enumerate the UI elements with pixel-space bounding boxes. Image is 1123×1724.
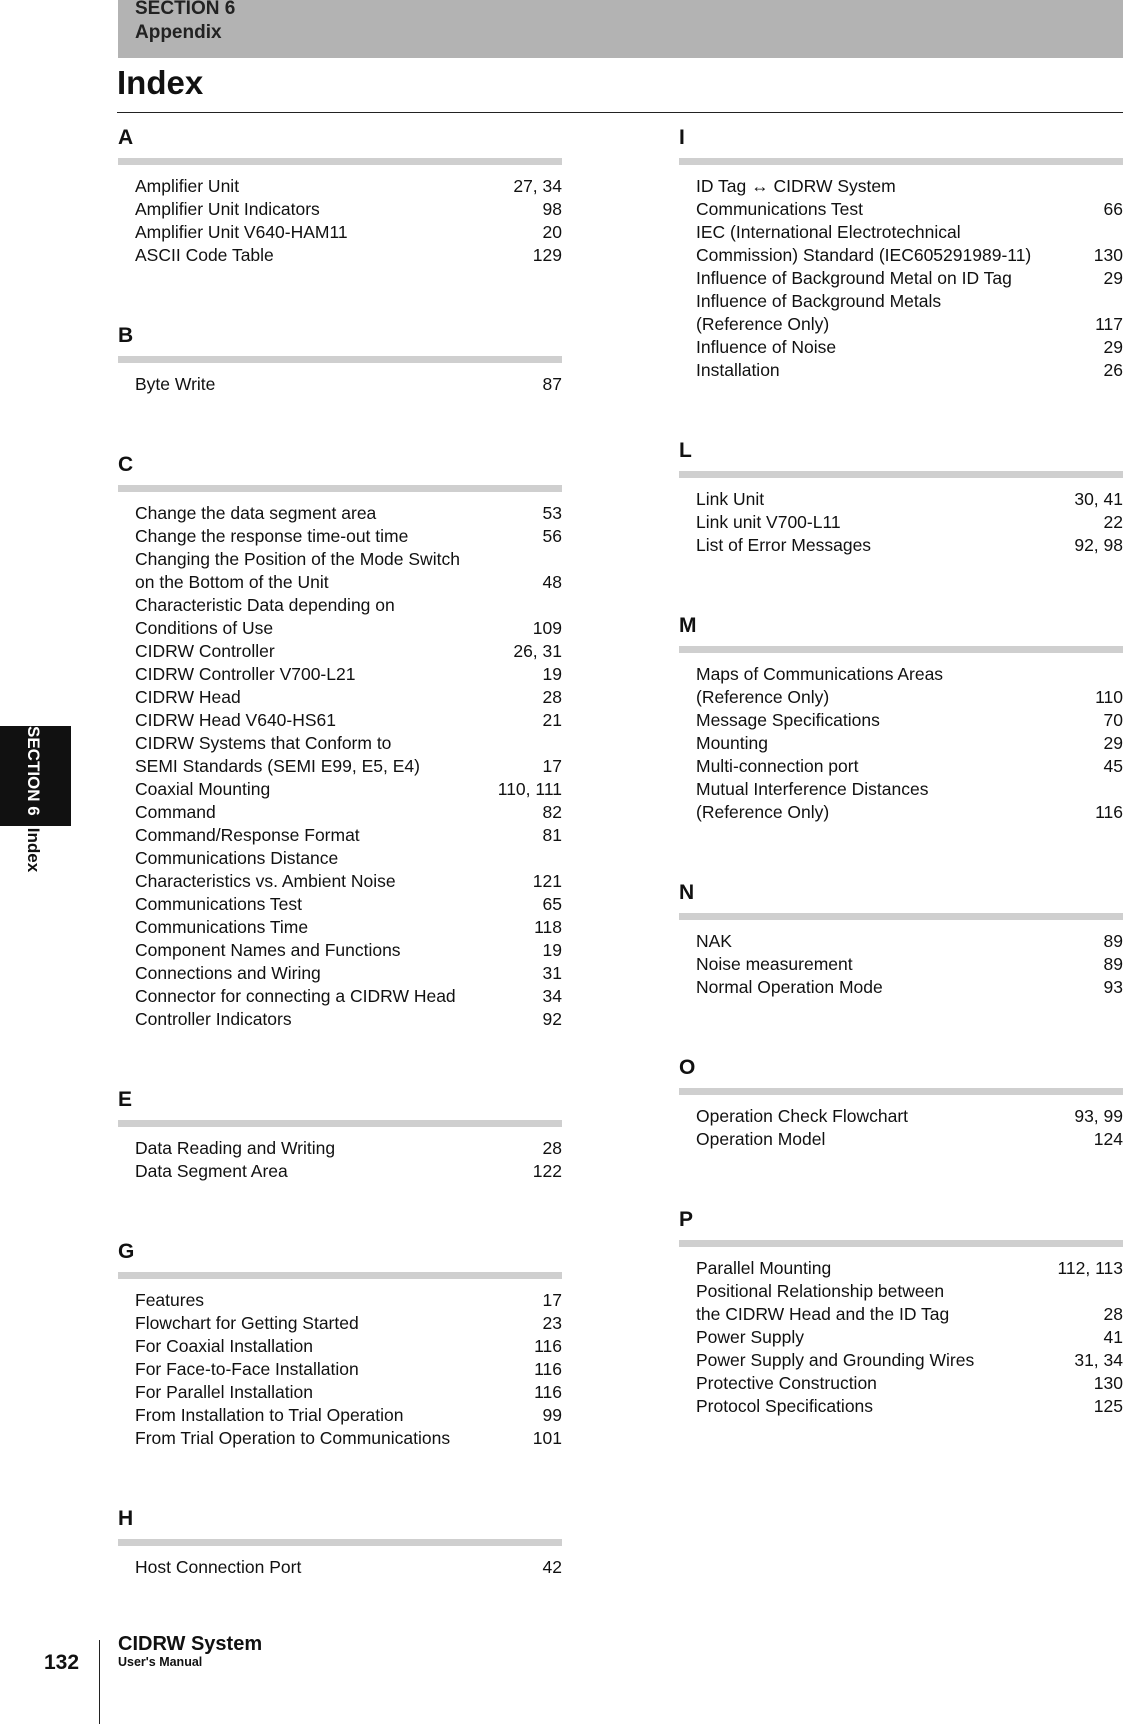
index-page-ref: 29 [1103,733,1123,753]
footer-subtitle: User's Manual [118,1655,203,1669]
index-page-ref: 125 [1093,1396,1123,1416]
section-header-bar [118,0,1123,58]
index-entry [118,686,562,709]
letter-divider-bar [679,913,1123,920]
index-entry [679,755,1123,778]
index-page-ref: 19 [542,940,562,960]
index-page-ref: 30, 41 [1074,489,1123,509]
index-term: CIDRW Controller [135,641,275,661]
index-page-ref: 122 [532,1161,562,1181]
letter-divider-bar [118,1539,562,1546]
letter-divider-bar [679,646,1123,653]
index-page-ref: 116 [534,1336,562,1356]
index-term: Communications Distance Characteristics vs. Ambient Noise [135,848,396,891]
index-letter: E [118,1088,133,1111]
index-page-ref: 20 [542,222,562,242]
index-term: Normal Operation Mode [696,977,883,997]
index-term: From Installation to Trial Operation [135,1405,404,1425]
index-page-ref: 41 [1103,1327,1123,1347]
index-entry [679,953,1123,976]
index-term: CIDRW Controller V700-L21 [135,664,356,684]
index-term: Amplifier Unit [135,176,240,196]
index-entry [679,709,1123,732]
index-page-ref: 99 [542,1405,562,1425]
index-entry [118,916,562,939]
index-page-ref: 110 [1095,687,1123,707]
index-section-c [118,445,562,1031]
index-entry [679,175,1123,221]
index-letter: L [679,439,692,462]
index-entry [679,290,1123,336]
index-term: Power Supply [696,1327,804,1347]
index-term: Installation [696,360,780,380]
index-term: Protective Construction [696,1373,877,1393]
index-entry [118,1008,562,1031]
index-page-ref: 89 [1103,931,1123,951]
index-page-ref: 53 [542,503,562,523]
index-entry [679,1257,1123,1280]
index-page-ref: 34 [542,986,562,1006]
index-term: Parallel Mounting [696,1258,832,1278]
index-entry [118,893,562,916]
index-term: IEC (International Electrotechnical Commission) Standard (IEC605291989-11) [696,222,1032,265]
index-page-ref: 109 [532,618,562,638]
index-entry [679,732,1123,755]
index-page-ref: 112, 113 [1057,1258,1123,1278]
letter-divider-bar [679,1088,1123,1095]
letter-divider-bar [118,158,562,165]
index-page-ref: 129 [532,245,562,265]
index-term: Characteristic Data depending on Conditions of Use [135,595,395,638]
index-section-o [679,1048,1123,1151]
index-term: Flowchart for Getting Started [135,1313,359,1333]
index-entry [679,267,1123,290]
index-page-ref: 29 [1103,268,1123,288]
index-entry [118,939,562,962]
index-page-ref: 28 [542,687,562,707]
index-letter: P [679,1208,694,1231]
index-entry [118,778,562,801]
index-page-ref: 42 [542,1557,562,1577]
index-term: Mounting [696,733,768,753]
index-term: Influence of Noise [696,337,837,357]
index-section-b [118,316,562,396]
index-page-ref: 28 [542,1138,562,1158]
index-section-g [118,1232,562,1450]
index-page-ref: 82 [542,802,562,822]
index-term: Amplifier Unit Indicators [135,199,320,219]
index-page-ref: 26 [1103,360,1123,380]
index-term: Power Supply and Grounding Wires [696,1350,975,1370]
index-entry [118,1312,562,1335]
letter-divider-bar [118,1120,562,1127]
index-term: Features [135,1290,205,1310]
index-page-ref: 92 [542,1009,562,1029]
index-letter: H [118,1507,134,1530]
index-letter: B [118,324,134,347]
index-letter: G [118,1240,135,1263]
index-section-m [679,606,1123,824]
index-section-p [679,1200,1123,1418]
letter-divider-bar [118,356,562,363]
index-entry [679,1349,1123,1372]
index-page-ref: 116 [534,1382,562,1402]
side-tab-label [23,726,43,872]
index-entry [118,1289,562,1312]
index-term: Connector for connecting a CIDRW Head [135,986,456,1006]
index-entry [679,1105,1123,1128]
index-section-a [118,118,562,267]
index-page-ref: 48 [542,572,562,592]
index-entry [118,594,562,640]
letter-divider-bar [118,485,562,492]
index-entry [118,1427,562,1450]
index-page-ref: 70 [1103,710,1123,730]
index-term: Multi-connection port [696,756,859,776]
index-section-h [118,1499,562,1579]
index-entry [118,1404,562,1427]
index-page-ref: 117 [1095,314,1123,334]
index-page-ref: 56 [542,526,562,546]
index-letter: N [679,881,695,904]
section-label: SECTION 6 [135,0,236,19]
index-term: CIDRW Systems that Conform to SEMI Standards (SEMI E99, E5, E4) [135,733,420,776]
index-term: CIDRW Head V640-HS61 [135,710,337,730]
index-page-ref: 22 [1103,512,1123,532]
index-entry [679,663,1123,709]
index-entry [679,778,1123,824]
footer-divider [99,1640,100,1724]
index-term: Data Reading and Writing [135,1138,336,1158]
letter-divider-bar [679,471,1123,478]
index-page-ref: 81 [542,825,562,845]
index-page-ref: 124 [1093,1129,1123,1149]
side-tab-section: SECTION 6 [24,726,43,816]
index-section-n [679,873,1123,999]
index-entry [679,976,1123,999]
index-entry [679,1128,1123,1151]
index-letter: O [679,1056,696,1079]
index-page-ref: 89 [1103,954,1123,974]
index-term: Mutual Interference Distances (Reference Only) [696,779,929,822]
index-page-ref: 66 [1103,199,1123,219]
index-term: Byte Write [135,374,216,394]
letter-divider-bar [679,158,1123,165]
index-entry [118,198,562,221]
title-divider [117,112,1123,113]
index-entry [118,502,562,525]
index-entry [118,824,562,847]
index-entry [118,525,562,548]
index-page-ref: 116 [534,1359,562,1379]
index-page-ref: 31, 34 [1074,1350,1123,1370]
index-entry [118,373,562,396]
index-page-ref: 29 [1103,337,1123,357]
index-entry [118,962,562,985]
index-entry [679,1280,1123,1326]
index-page-ref: 93 [1103,977,1123,997]
index-term: Data Segment Area [135,1161,288,1181]
index-term: ASCII Code Table [135,245,274,265]
index-page-ref: 130 [1093,245,1123,265]
index-term: Link Unit [696,489,765,509]
index-page-ref: 110, 111 [497,779,562,799]
index-page-ref: 116 [1095,802,1123,822]
section-subtitle: Appendix [135,22,222,43]
index-entry [118,1335,562,1358]
index-entry [679,359,1123,382]
index-entry [679,511,1123,534]
index-page-ref: 87 [542,374,562,394]
index-entry [679,930,1123,953]
index-letter: C [118,453,134,476]
index-term: Change the data segment area [135,503,377,523]
index-entry [679,1326,1123,1349]
index-entry [679,336,1123,359]
index-entry [679,534,1123,557]
index-term: For Coaxial Installation [135,1336,313,1356]
index-term: Positional Relationship between the CIDRW Head and the ID Tag [696,1281,950,1324]
index-entry [679,488,1123,511]
index-term: For Parallel Installation [135,1382,313,1402]
index-page-ref: 101 [532,1428,562,1448]
index-entry [679,1395,1123,1418]
index-entry [118,847,562,893]
index-page-ref: 26, 31 [513,641,562,661]
index-letter: M [679,614,697,637]
index-term: Component Names and Functions [135,940,401,960]
index-section-e [118,1080,562,1183]
index-page-ref: 92, 98 [1074,535,1123,555]
index-entry [118,1137,562,1160]
index-term: Amplifier Unit V640-HAM11 [135,222,348,242]
index-page-ref: 45 [1103,756,1123,776]
index-term: Host Connection Port [135,1557,302,1577]
letter-divider-bar [118,1272,562,1279]
index-entry [679,221,1123,267]
footer-title: CIDRW System [118,1633,263,1655]
index-term: For Face-to-Face Installation [135,1359,359,1379]
index-entry [118,175,562,198]
index-term: Coaxial Mounting [135,779,271,799]
index-term: Maps of Communications Areas (Reference Only) [696,664,944,707]
index-page-ref: 121 [532,871,562,891]
index-letter: A [118,126,134,149]
index-section-i [679,118,1123,382]
letter-divider-bar [679,1240,1123,1247]
index-entry [118,801,562,824]
index-page-ref: 17 [542,1290,562,1310]
index-entry [118,663,562,686]
index-term: Operation Check Flowchart [696,1106,909,1126]
index-term: From Trial Operation to Communications [135,1428,451,1448]
index-page-ref: 27, 34 [513,176,562,196]
index-entry [118,244,562,267]
side-tab-index: Index [24,827,43,873]
index-entry [118,985,562,1008]
index-page-ref: 65 [542,894,562,914]
index-page-ref: 98 [542,199,562,219]
index-term: Communications Time [135,917,309,937]
index-page-ref: 28 [1103,1304,1123,1324]
index-entry [679,1372,1123,1395]
index-term: Operation Model [696,1129,826,1149]
index-page-ref: 31 [542,963,562,983]
index-column-right [679,124,1123,1418]
index-page-ref: 93, 99 [1074,1106,1123,1126]
index-letter: I [679,126,685,149]
index-term: Influence of Background Metal on ID Tag [696,268,1012,288]
index-entry [118,732,562,778]
index-entry [118,1358,562,1381]
page-number: 132 [44,1651,80,1674]
index-entry [118,1381,562,1404]
index-term: ID Tag ↔ CIDRW System Communications Test [696,176,896,219]
index-page-ref: 19 [542,664,562,684]
index-page-ref: 21 [542,710,562,730]
index-term: Link unit V700-L11 [696,512,841,532]
index-term: Influence of Background Metals (Reference Only) [696,291,942,334]
index-term: Message Specifications [696,710,880,730]
index-term: Noise measurement [696,954,853,974]
index-column-left [118,124,562,1579]
index-term: Changing the Position of the Mode Switch on the Bottom of the Unit [135,549,460,592]
index-entry [118,1556,562,1579]
index-term: Protocol Specifications [696,1396,874,1416]
index-term: Command [135,802,216,822]
index-page-ref: 17 [542,756,562,776]
index-term: Controller Indicators [135,1009,292,1029]
index-entry [118,709,562,732]
index-term: Command/Response Format [135,825,360,845]
index-term: Connections and Wiring [135,963,321,983]
index-term: CIDRW Head [135,687,241,707]
index-page-ref: 118 [534,917,562,937]
page-title: Index [117,64,204,101]
index-section-l [679,431,1123,557]
index-page-ref: 23 [542,1313,562,1333]
index-entry [118,1160,562,1183]
index-term: Change the response time-out time [135,526,409,546]
index-page-ref: 130 [1093,1373,1123,1393]
index-term: List of Error Messages [696,535,872,555]
index-term: NAK [696,931,732,951]
index-entry [118,548,562,594]
index-term: Communications Test [135,894,302,914]
index-entry [118,640,562,663]
index-entry [118,221,562,244]
